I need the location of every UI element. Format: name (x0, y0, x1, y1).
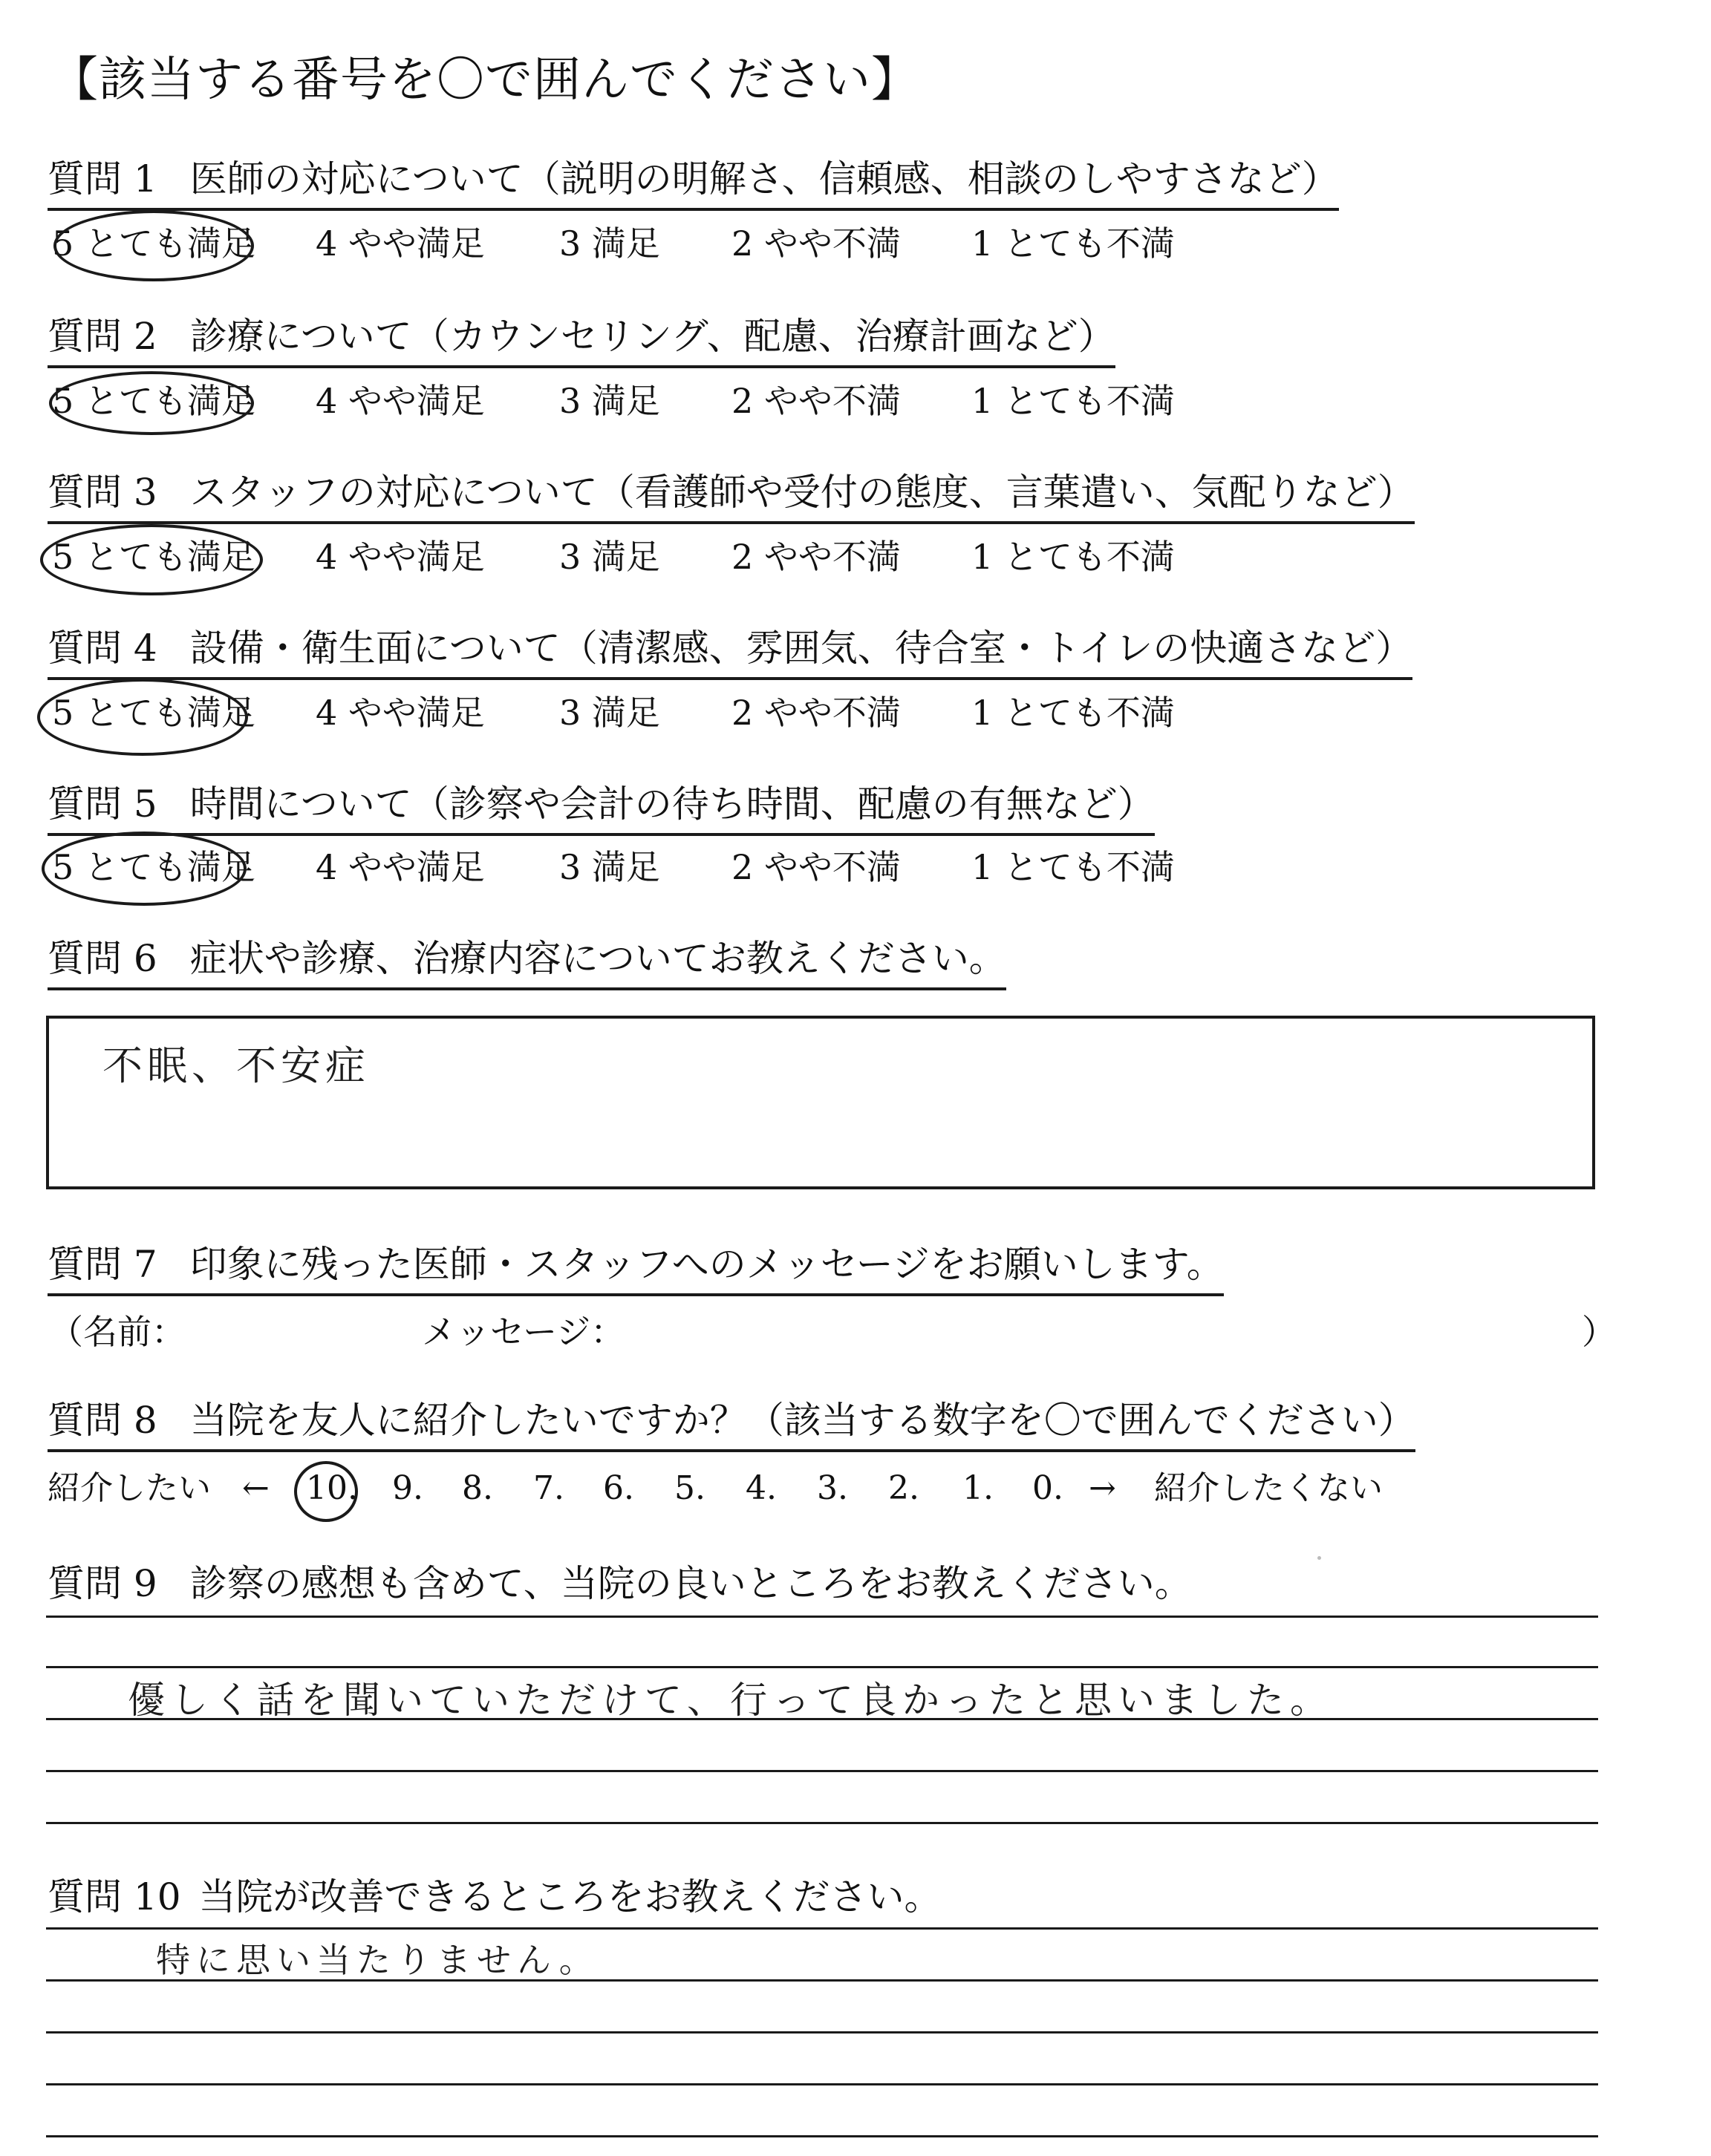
option-1[interactable]: 1 とても不満 (971, 223, 1175, 264)
question-text: 診療について（カウンセリング、配慮、治療計画など） (189, 315, 1115, 358)
question-text: 設備・衛生面について（清潔感、雰囲気、待合室・トイレの快適さなど） (189, 627, 1413, 670)
question-text: 医師の対応について（説明の明解さ、信頼感、相談のしやすさなど） (189, 157, 1339, 200)
question-number: 質問 7 (48, 1243, 157, 1286)
handwritten-answer-q10: 特に思い当たりません。 (156, 1940, 599, 1980)
answer-line (46, 1822, 1598, 1824)
option-5[interactable]: 5 とても満足 (52, 223, 255, 264)
scale-value-10[interactable]: 10. (306, 1469, 358, 1507)
option-2[interactable]: 2 やや不満 (731, 847, 901, 887)
question-number: 質問 9 (48, 1562, 157, 1605)
option-5[interactable]: 5 とても満足 (52, 693, 255, 733)
question-text: 印象に残った医師・スタッフへのメッセージをお願いします。 (189, 1243, 1224, 1286)
question-text: スタッフの対応について（看護師や受付の態度、言葉遣い、気配りなど） (189, 471, 1415, 514)
question-8 (48, 1397, 1415, 1452)
option-4[interactable]: 4 やや満足 (316, 693, 485, 733)
question-text: 時間について（診察や会計の待ち時間、配慮の有無など） (189, 783, 1155, 826)
question-10 (48, 1874, 942, 1926)
answer-line (46, 2135, 1598, 2137)
option-3[interactable]: 3 満足 (559, 537, 660, 577)
left-arrow-icon: ← (242, 1469, 270, 1507)
question-number: 質問 2 (48, 315, 157, 358)
option-3[interactable]: 3 満足 (559, 693, 660, 733)
option-2[interactable]: 2 やや不満 (731, 537, 901, 577)
option-3[interactable]: 3 満足 (559, 847, 660, 887)
scale-value-2[interactable]: 2. (888, 1469, 919, 1507)
right-arrow-icon: → (1089, 1469, 1116, 1507)
option-4[interactable]: 4 やや満足 (316, 537, 485, 577)
answer-line (46, 1666, 1598, 1668)
answer-line (46, 1770, 1598, 1772)
question-number: 質問 8 (48, 1399, 157, 1442)
handwritten-answer-q9: 優しく話を聞いていただけて、行って良かったと思いました。 (128, 1679, 1333, 1722)
page-title: 【該当する番号を〇で囲んでください】 (50, 53, 919, 108)
question-4 (48, 625, 1412, 680)
option-1[interactable]: 1 とても不満 (971, 537, 1175, 577)
scale-left-label: 紹介したい (48, 1469, 211, 1507)
question-9 (48, 1561, 1192, 1613)
question-number: 質問 3 (48, 471, 157, 514)
name-field-label[interactable]: （名前： (49, 1312, 186, 1352)
scale-value-3[interactable]: 3. (817, 1469, 848, 1507)
option-5[interactable]: 5 とても満足 (52, 537, 255, 577)
question-text: 診察の感想も含めて、当院の良いところをお教えください。 (189, 1562, 1192, 1605)
message-field-label[interactable]: メッセージ： (422, 1312, 625, 1352)
option-1[interactable]: 1 とても不満 (971, 847, 1175, 887)
scale-value-1[interactable]: 1. (962, 1469, 994, 1507)
scale-right-label: 紹介したくない (1154, 1469, 1383, 1507)
option-2[interactable]: 2 やや不満 (731, 223, 901, 264)
answer-line (46, 1927, 1598, 1930)
scale-value-4[interactable]: 4. (746, 1469, 777, 1507)
scale-value-0[interactable]: 0. (1032, 1469, 1063, 1507)
answer-line (46, 2083, 1598, 2085)
question-text: 症状や診療、治療内容についてお教えください。 (189, 937, 1006, 980)
answer-line (46, 2031, 1598, 2034)
option-1[interactable]: 1 とても不満 (971, 693, 1175, 733)
question-text: 当院を友人に紹介したいですか？（該当する数字を〇で囲んでください） (189, 1399, 1415, 1442)
question-6 (48, 935, 1006, 990)
option-4[interactable]: 4 やや満足 (316, 381, 485, 421)
option-1[interactable]: 1 とても不満 (971, 381, 1175, 421)
handwritten-answer-q6: 不眠、不安症 (102, 1042, 370, 1089)
question-number: 質問 4 (48, 627, 157, 670)
answer-line (46, 1616, 1598, 1618)
question-text: 当院が改善できるところをお教えください。 (198, 1875, 942, 1918)
question-number: 質問 6 (48, 937, 157, 980)
scale-value-5[interactable]: 5. (674, 1469, 705, 1507)
question-number: 質問 1 (48, 157, 157, 200)
question-1 (48, 156, 1339, 211)
option-4[interactable]: 4 やや満足 (316, 223, 485, 264)
scale-value-8[interactable]: 8. (462, 1469, 493, 1507)
option-5[interactable]: 5 とても満足 (52, 381, 255, 421)
close-paren: ） (1582, 1312, 1616, 1352)
question-5 (48, 781, 1155, 836)
question-number: 質問 5 (48, 783, 157, 826)
option-3[interactable]: 3 満足 (559, 381, 660, 421)
option-2[interactable]: 2 やや不満 (731, 693, 901, 733)
scan-speck (1317, 1556, 1321, 1560)
scale-value-7[interactable]: 7. (533, 1469, 564, 1507)
question-3 (48, 469, 1415, 524)
question-number: 質問 10 (48, 1875, 181, 1918)
option-5[interactable]: 5 とても満足 (52, 847, 255, 887)
question-7 (48, 1241, 1224, 1296)
option-2[interactable]: 2 やや不満 (731, 381, 901, 421)
scale-value-6[interactable]: 6. (603, 1469, 634, 1507)
option-3[interactable]: 3 満足 (559, 223, 660, 264)
option-4[interactable]: 4 やや満足 (316, 847, 485, 887)
question-2 (48, 313, 1115, 368)
scale-value-9[interactable]: 9. (392, 1469, 423, 1507)
